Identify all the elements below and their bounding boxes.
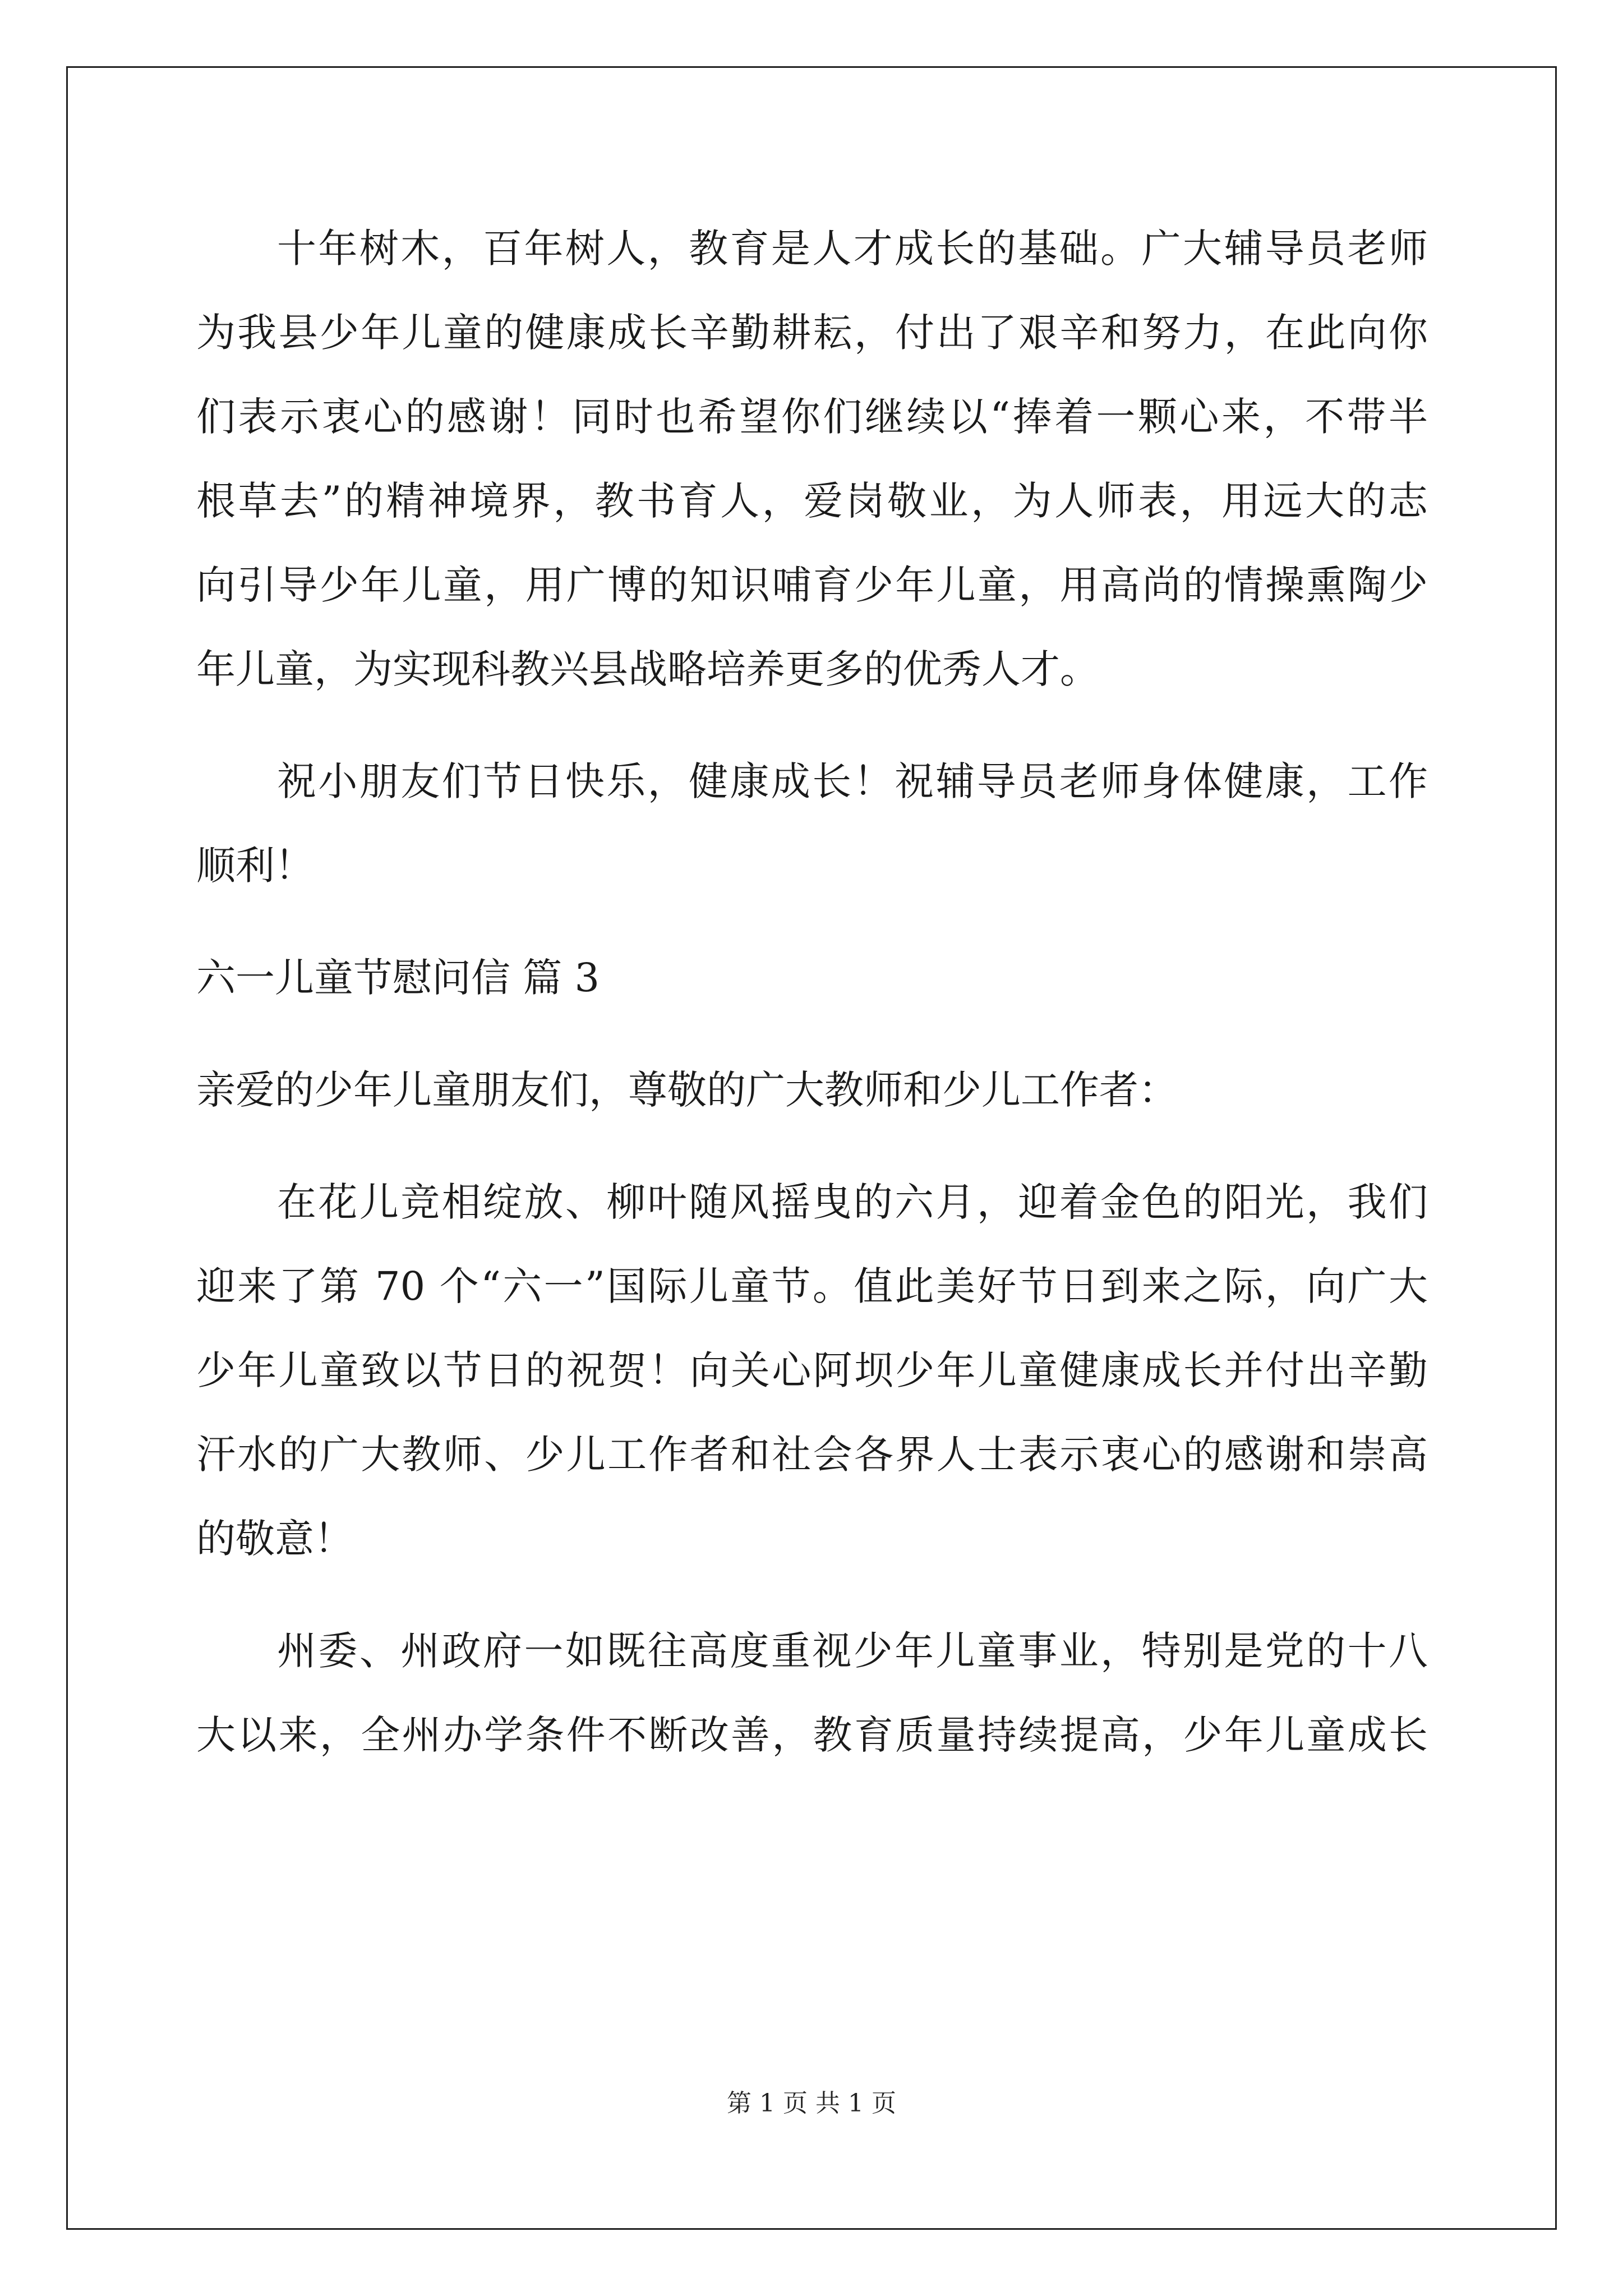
text-line: 为我县少年儿童的健康成长辛勤耕耘，付出了艰辛和努力，在此向你 xyxy=(196,310,1428,356)
text-line: 顺利！ xyxy=(196,843,314,889)
text-line: 汗水的广大教师、少儿工作者和社会各界人士表示衷心的感谢和崇高 xyxy=(196,1432,1428,1478)
text-line: 迎来了第 70 个“六一”国际儿童节。值此美好节日到来之际，向广大 xyxy=(196,1263,1428,1309)
text-line: 根草去”的精神境界，教书育人，爱岗敬业，为人师表，用远大的志 xyxy=(196,478,1428,524)
text-line: 年儿童，为实现科教兴县战略培养更多的优秀人才。 xyxy=(196,646,1099,692)
text-line: 州委、州政府一如既往高度重视少年儿童事业，特别是党的十八 xyxy=(277,1628,1428,1674)
text-line: 的敬意！ xyxy=(196,1516,353,1562)
text-line: 少年儿童致以节日的祝贺！向关心阿坝少年儿童健康成长并付出辛勤 xyxy=(196,1347,1428,1393)
page-footer: 第 1 页 共 1 页 xyxy=(727,2089,896,2118)
text-line: 们表示衷心的感谢！同时也希望你们继续以“捧着一颗心来，不带半 xyxy=(196,394,1428,440)
text-line: 向引导少年儿童，用广博的知识哺育少年儿童，用高尚的情操熏陶少 xyxy=(196,562,1428,608)
text-line: 祝小朋友们节日快乐，健康成长！祝辅导员老师身体健康，工作 xyxy=(277,758,1428,804)
text-line: 大以来，全州办学条件不断改善，教育质量持续提高，少年儿童成长 xyxy=(196,1712,1428,1758)
salutation: 亲爱的少年儿童朋友们，尊敬的广大教师和少儿工作者： xyxy=(196,1067,1178,1113)
text-line: 十年树木，百年树人，教育是人才成长的基础。广大辅导员老师 xyxy=(277,226,1428,272)
text-line: 在花儿竞相绽放、柳叶随风摇曳的六月，迎着金色的阳光，我们 xyxy=(277,1179,1428,1225)
section-heading: 六一儿童节慰问信 篇 3 xyxy=(196,955,600,1001)
